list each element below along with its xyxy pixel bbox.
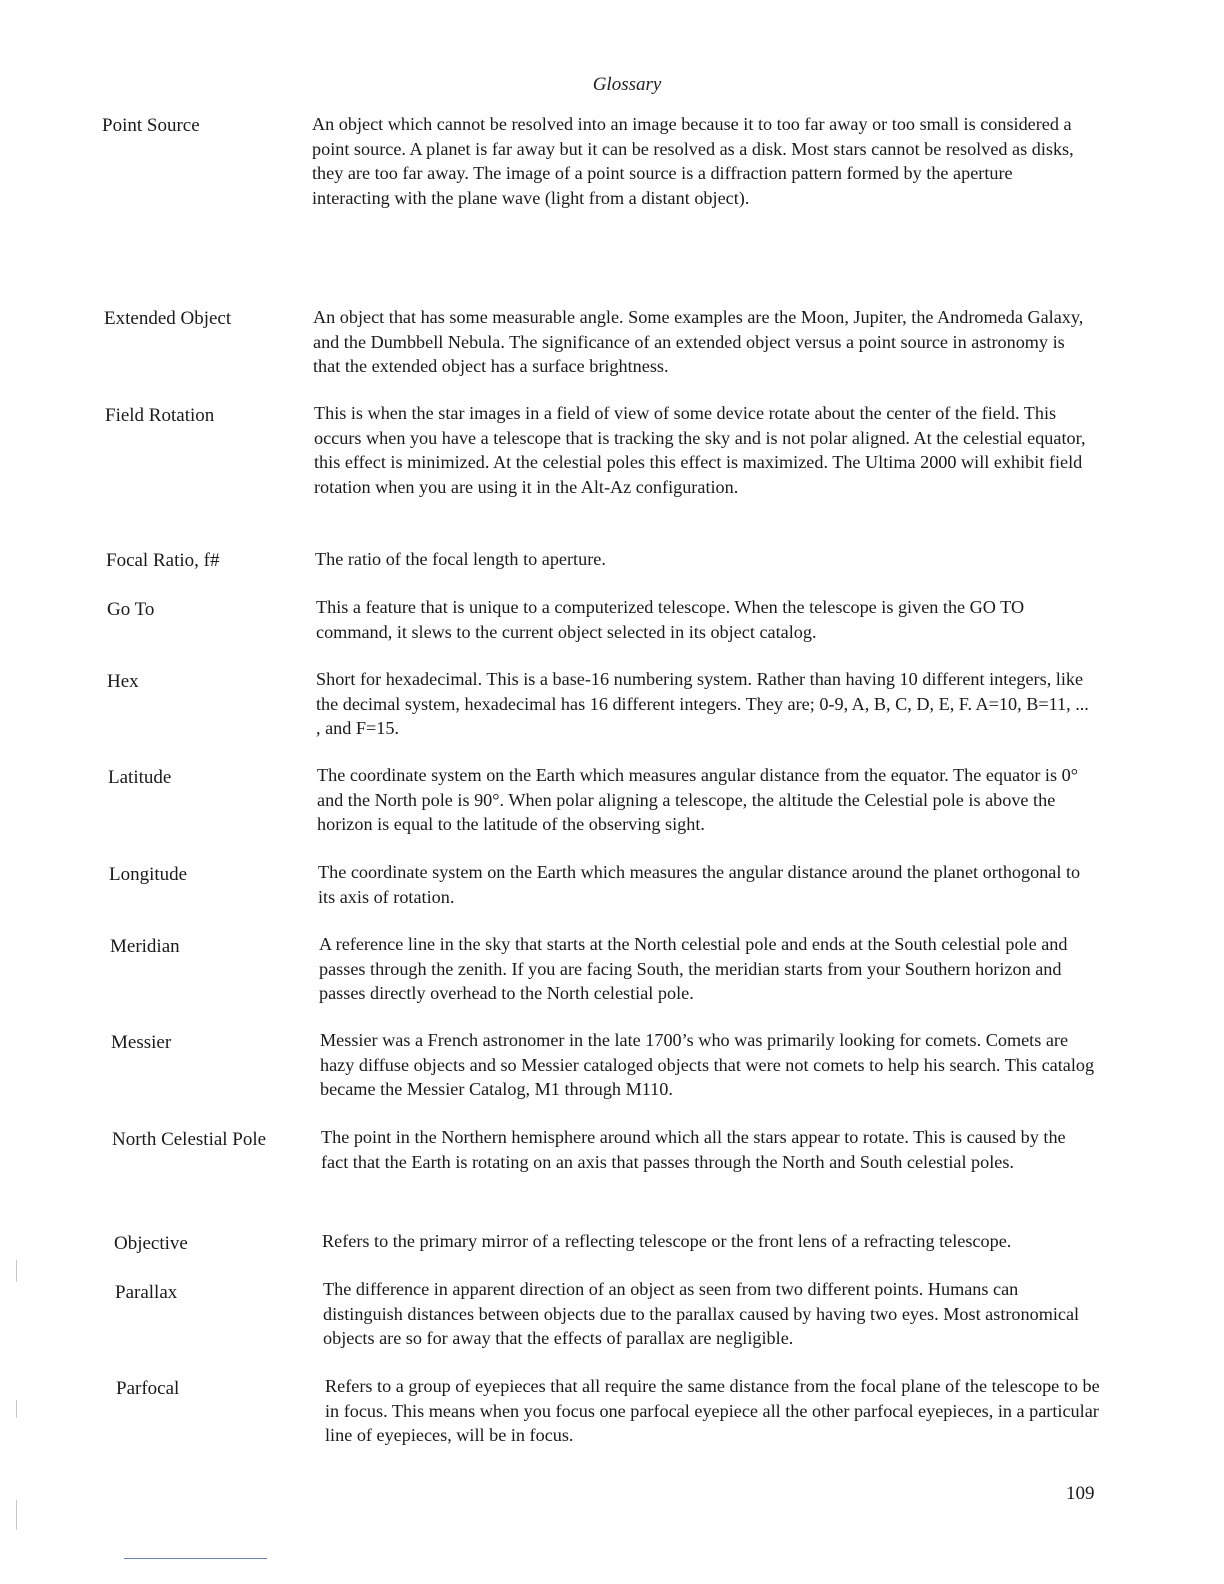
glossary-term: Go To	[107, 599, 155, 620]
glossary-definition: An object which cannot be resolved into an image because it to too far away or too small is considered a point source. A planet is far away but it can be resolved as a disk. Most stars cannot be resolved as disks, they are too far away. The image of a point source is a diffraction pattern formed by the aperture interacting with the plane wave (light from a distant object).	[312, 114, 1074, 208]
glossary-term: Extended Object	[104, 308, 232, 329]
scan-margin-mark	[16, 1260, 17, 1282]
glossary-definition: This a feature that is unique to a computerized telescope. When the telescope is given the GO TO command, it slews to the current object selected in its object catalog.	[316, 597, 1025, 642]
glossary-definition: An object that has some measurable angle. Some examples are the Moon, Jupiter, the Andromeda Galaxy, and the Dumbbell Nebula. The significance of an extended object versus a point source in astronomy is that the extended object has a surface brightness.	[313, 307, 1084, 376]
glossary-definition: Refers to a group of eyepieces that all require the same distance from the focal plane of the telescope to be in focus. This means when you focus one parfocal eyepiece all the other parfocal eyepieces, in a particular line of eyepieces, will be in focus.	[325, 1376, 1100, 1445]
glossary-term: Point Source	[102, 115, 200, 136]
glossary-definition: This is when the star images in a field of view of some device rotate about the center of the field. This occurs when you have a telescope that is tracking the sky and is not polar aligned. At the celestial equator, this effect is minimized. At the celestial poles this effect is maximized. The Ultima 2000 will exhibit field rotation when you are using it in the Alt-Az configuration.	[314, 403, 1086, 497]
glossary-term: North Celestial Pole	[112, 1129, 267, 1150]
glossary-definition: Messier was a French astronomer in the late 1700’s who was primarily looking for comets. Comets are hazy diffuse objects and so Messier cataloged objects that were not comets to help his search. This catalog became the Messier Catalog, M1 through M110.	[320, 1030, 1095, 1099]
scan-margin-mark	[16, 1500, 17, 1530]
glossary-term: Focal Ratio, f#	[106, 550, 220, 571]
glossary-definition: Refers to the primary mirror of a reflecting telescope or the front lens of a refracting telescope.	[322, 1231, 1012, 1251]
glossary-term: Parallax	[115, 1282, 178, 1303]
glossary-term: Meridian	[110, 936, 180, 957]
glossary-definition: A reference line in the sky that starts at the North celestial pole and ends at the South celestial pole and passes through the zenith. If you are facing South, the meridian starts from your Southern horizon and passes directly overhead to the North celestial pole.	[319, 934, 1068, 1003]
glossary-definition: The point in the Northern hemisphere around which all the stars appear to rotate. This is caused by the fact that the Earth is rotating on an axis that passes through the North and South celestial poles.	[321, 1127, 1066, 1172]
scan-margin-mark	[16, 1400, 17, 1418]
glossary-definition: The ratio of the focal length to aperture.	[315, 549, 606, 569]
glossary-term: Messier	[111, 1032, 172, 1053]
glossary-term: Hex	[107, 671, 139, 692]
page-title: Glossary	[592, 74, 662, 95]
glossary-definition: Short for hexadecimal. This is a base-16 numbering system. Rather than having 10 different integers, like the decimal system, hexadecimal has 16 different integers. They are; 0-9, A, B, C, D, E, F. A=10, B=11, ... , and F=15.	[316, 669, 1089, 738]
glossary-term: Longitude	[109, 864, 188, 885]
glossary-term: Latitude	[108, 767, 172, 788]
footer-rule	[124, 1558, 267, 1559]
glossary-term: Field Rotation	[105, 405, 215, 426]
glossary-term: Parfocal	[116, 1378, 180, 1399]
glossary-definition: The difference in apparent direction of an object as seen from two different points. Humans can distinguish distances between objects due to the parallax caused by having two eyes. Most astronomical objects are so for away that the effects of parallax are negligible.	[323, 1279, 1080, 1348]
glossary-definition: The coordinate system on the Earth which measures the angular distance around the planet orthogonal to its axis of rotation.	[318, 862, 1081, 907]
glossary-term: Objective	[114, 1233, 188, 1254]
page-number: 109	[1066, 1483, 1095, 1504]
glossary-definition: The coordinate system on the Earth which measures angular distance from the equator. The equator is 0° and the North pole is 90°. When polar aligning a telescope, the altitude the Celestial pole is above the horizon is equal to the latitude of the observing sight.	[317, 765, 1078, 834]
